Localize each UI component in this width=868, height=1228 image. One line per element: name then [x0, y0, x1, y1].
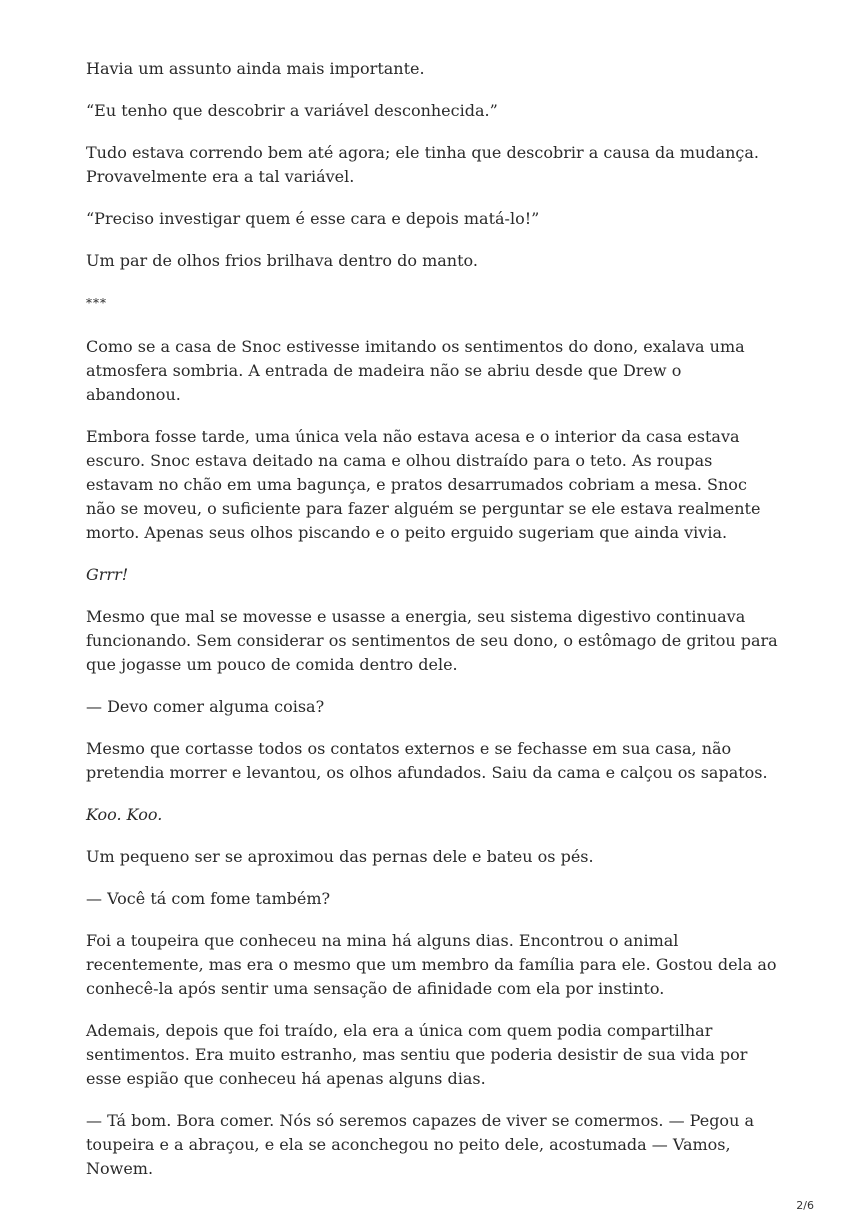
paragraph: Havia um assunto ainda mais importante.: [86, 59, 425, 78]
scene-separator: ***: [86, 296, 107, 310]
dialogue-paragraph: — Você tá com fome também?: [86, 889, 331, 908]
paragraph: Mesmo que mal se movesse e usasse a energia, seu sistema digestivo continuava funcionando. Sem considerar os sentimentos de seu dono, o estômago de gritou para que jogasse um pouco de comida dentro dele.: [86, 607, 778, 674]
paragraph: Ademais, depois que foi traído, ela era a única com quem podia compartilhar sentimentos. Era muito estranho, mas sentiu que poderia desistir de sua vida por esse espião que conheceu há apenas alguns dias.: [86, 1021, 748, 1088]
document-body: [86, 57, 781, 1199]
paragraph: Foi a toupeira que conheceu na mina há alguns dias. Encontrou o animal recentemente, mas era o mesmo que um membro da família para ele. Gostou dela ao conhecê-la após sentir uma sensação de afinidade com ela por instinto.: [86, 931, 777, 998]
sound-effect-paragraph: Grrr!: [86, 565, 129, 584]
paragraph: “Preciso investigar quem é esse cara e depois matá-lo!”: [86, 209, 540, 228]
paragraph: Tudo estava correndo bem até agora; ele tinha que descobrir a causa da mudança. Provavelmente era a tal variável.: [86, 143, 760, 186]
paragraph: Embora fosse tarde, uma única vela não estava acesa e o interior da casa estava escuro. Snoc estava deitado na cama e olhou distraído para o teto. As roupas estavam no chão em uma bagunça, e pratos desarrumados cobriam a mesa. Snoc não se moveu, o suficiente para fazer alguém se perguntar se ele estava realmente morto. Apenas seus olhos piscando e o peito erguido sugeriam que ainda vivia.: [86, 427, 761, 542]
paragraph: Mesmo que cortasse todos os contatos externos e se fechasse em sua casa, não pretendia morrer e levantou, os olhos afundados. Saiu da cama e calçou os sapatos.: [86, 739, 768, 782]
dialogue-paragraph: — Devo comer alguma coisa?: [86, 697, 325, 716]
paragraph: Um pequeno ser se aproximou das pernas dele e bateu os pés.: [86, 847, 594, 866]
sound-effect-paragraph: Koo. Koo.: [86, 805, 163, 824]
paragraph: Como se a casa de Snoc estivesse imitando os sentimentos do dono, exalava uma atmosfera sombria. A entrada de madeira não se abriu desde que Drew o abandonou.: [86, 337, 745, 404]
dialogue-paragraph: — Tá bom. Bora comer. Nós só seremos capazes de viver se comermos. — Pegou a toupeira e a abraçou, e ela se aconchegou no peito dele, acostumada — Vamos, Nowem.: [86, 1111, 754, 1178]
paragraph: Um par de olhos frios brilhava dentro do manto.: [86, 251, 478, 270]
page-number: 2/6: [796, 1199, 814, 1212]
paragraph: “Eu tenho que descobrir a variável desconhecida.”: [86, 101, 498, 120]
